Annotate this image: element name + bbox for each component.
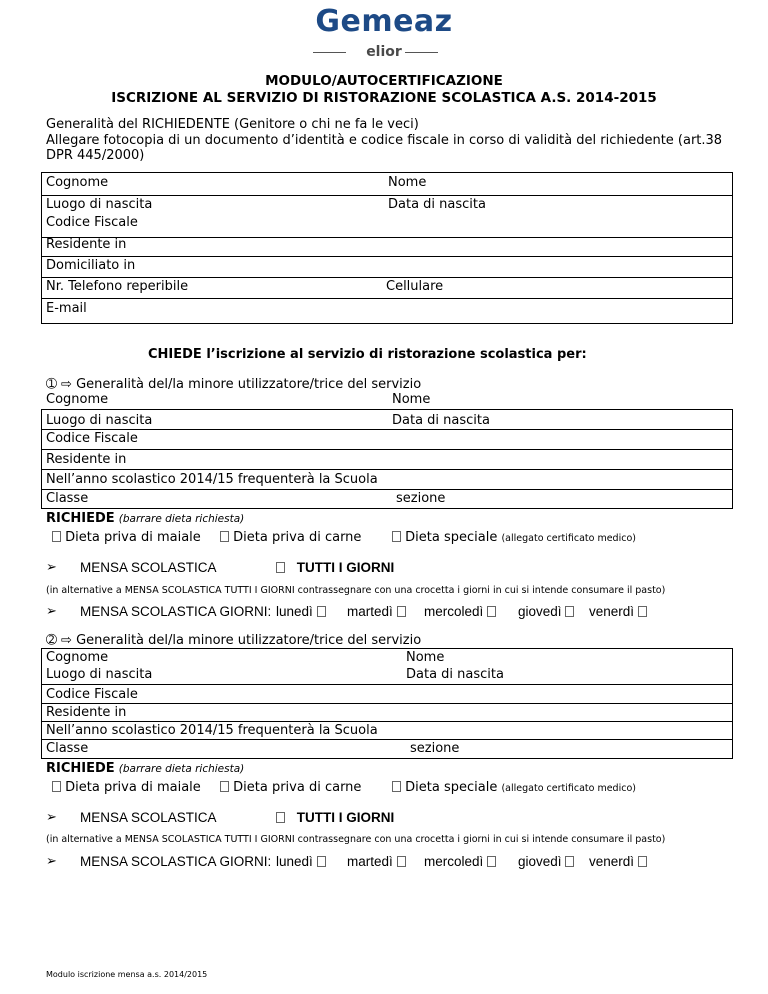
- mensa1-tutti-option[interactable]: [276, 560, 394, 575]
- minor1-header: [46, 377, 421, 392]
- minor2-row-divider: [41, 684, 733, 685]
- minor2-header: [46, 633, 421, 648]
- applicant-cf-label: Codice Fiscale: [46, 215, 138, 230]
- mensa2-note: (in alternative a MENSA SCOLASTICA TUTTI I GIORNI contrassegnare con una crocetta i giorni in cui si intende consumare il pasto): [46, 834, 666, 845]
- applicant-nome-label: Nome: [388, 175, 427, 190]
- checkbox-icon[interactable]: [565, 856, 574, 867]
- minor2-row-divider: [41, 739, 733, 740]
- title-line2: ISCRIZIONE AL SERVIZIO DI RISTORAZIONE SCOLASTICA A.S. 2014-2015: [111, 90, 657, 106]
- diet2-richiede: [46, 761, 244, 776]
- minor2-data-label: Data di nascita: [406, 667, 504, 682]
- day-label: giovedì: [518, 854, 562, 869]
- diet1-richiede: [46, 511, 244, 526]
- day-label: mercoledì: [424, 854, 484, 869]
- mensa-tutti-label: TUTTI I GIORNI: [296, 810, 395, 825]
- minor1-data-label: Data di nascita: [392, 413, 490, 428]
- minor2-header-text: Generalità del/la minore utilizzatore/trice del servizio: [76, 633, 422, 648]
- checkbox-icon[interactable]: [52, 531, 61, 542]
- mensa1-day-giovedi[interactable]: [518, 604, 574, 619]
- mensa2-day-lunedi[interactable]: [276, 854, 326, 869]
- diet1-speciale-option[interactable]: [392, 530, 636, 545]
- bullet-arrow-icon: ➢: [46, 810, 57, 825]
- day-label: lunedì: [276, 604, 313, 619]
- minor1-luogo-label: Luogo di nascita: [46, 413, 153, 428]
- day-label: giovedì: [518, 604, 562, 619]
- mensa1-day-martedi[interactable]: [347, 604, 406, 619]
- diet-speciale-note: (allegato certificato medico): [501, 533, 636, 544]
- mensa2-day-martedi[interactable]: [347, 854, 406, 869]
- day-label: mercoledì: [424, 604, 484, 619]
- day-label: martedì: [347, 854, 393, 869]
- diet-carne-label: Dieta priva di carne: [233, 530, 362, 545]
- mensa1-note: (in alternative a MENSA SCOLASTICA TUTTI I GIORNI contrassegnare con una crocetta i giorni in cui si intende consumare il pasto): [46, 585, 666, 596]
- day-label: venerdì: [589, 854, 635, 869]
- richiede-hint: (barrare dieta richiesta): [118, 513, 245, 525]
- minor2-number: ➁: [46, 633, 57, 648]
- mensa2-giorni-label: MENSA SCOLASTICA GIORNI:: [80, 854, 272, 869]
- minor2-nome-label: Nome: [406, 650, 445, 665]
- mensa1-day-mercoledi[interactable]: [424, 604, 496, 619]
- checkbox-icon[interactable]: [276, 812, 285, 823]
- minor2-scuola-label: Nell’anno scolastico 2014/15 frequenterà la Scuola: [46, 723, 378, 738]
- checkbox-icon[interactable]: [52, 781, 61, 792]
- diet-maiale-label: Dieta priva di maiale: [65, 780, 201, 795]
- brand-sub: elior: [366, 44, 402, 60]
- intro-line2: Allegare fotocopia di un documento d’identità e codice fiscale in corso di validità del richiedente (art.38: [46, 133, 723, 148]
- arrow-icon: ⇨: [61, 633, 72, 648]
- minor1-cf-label: Codice Fiscale: [46, 431, 138, 446]
- diet-carne-label: Dieta priva di carne: [233, 780, 362, 795]
- applicant-row-divider: [41, 237, 733, 238]
- applicant-residente-label: Residente in: [46, 237, 127, 252]
- applicant-row-divider: [41, 195, 733, 196]
- intro-line1: Generalità del RICHIEDENTE (Genitore o chi ne fa le veci): [46, 117, 419, 132]
- checkbox-icon[interactable]: [487, 606, 496, 617]
- arrow-icon: ⇨: [61, 377, 72, 392]
- mensa-tutti-label: TUTTI I GIORNI: [296, 560, 395, 575]
- applicant-data-label: Data di nascita: [388, 197, 486, 212]
- checkbox-icon[interactable]: [487, 856, 496, 867]
- minor1-sezione-label: sezione: [396, 491, 446, 506]
- applicant-telefono-label: Nr. Telefono reperibile: [46, 279, 189, 294]
- checkbox-icon[interactable]: [220, 531, 229, 542]
- checkbox-icon[interactable]: [638, 856, 647, 867]
- applicant-row-divider: [41, 256, 733, 257]
- day-label: martedì: [347, 604, 393, 619]
- minor2-row-divider: [41, 721, 733, 722]
- minor1-header-text: Generalità del/la minore utilizzatore/trice del servizio: [76, 377, 422, 392]
- checkbox-icon[interactable]: [397, 606, 406, 617]
- minor1-number: ➀: [46, 377, 57, 392]
- checkbox-icon[interactable]: [317, 606, 326, 617]
- diet2-speciale-option[interactable]: [392, 780, 636, 795]
- checkbox-icon[interactable]: [565, 606, 574, 617]
- richiede-hint: (barrare dieta richiesta): [118, 763, 245, 775]
- brand-logo: Gemeaz: [315, 4, 453, 39]
- richiede-label: RICHIEDE: [46, 761, 115, 776]
- minor1-cognome-label: Cognome: [46, 392, 109, 407]
- checkbox-icon[interactable]: [397, 856, 406, 867]
- bullet-arrow-icon: ➢: [46, 854, 57, 869]
- diet2-carne-option[interactable]: [220, 780, 361, 795]
- minor2-luogo-label: Luogo di nascita: [46, 667, 153, 682]
- minor1-residente-label: Residente in: [46, 452, 127, 467]
- mensa1-day-lunedi[interactable]: [276, 604, 326, 619]
- checkbox-icon[interactable]: [392, 531, 401, 542]
- minor2-row-divider: [41, 703, 733, 704]
- applicant-email-label: E-mail: [46, 301, 87, 316]
- minor2-residente-label: Residente in: [46, 705, 127, 720]
- richiede-label: RICHIEDE: [46, 511, 115, 526]
- minor1-row-divider: [41, 469, 733, 470]
- intro-line3: DPR 445/2000): [46, 148, 145, 163]
- applicant-cellulare-label: Cellulare: [386, 279, 444, 294]
- mensa1-day-venerdi[interactable]: [589, 604, 647, 619]
- mensa2-day-giovedi[interactable]: [518, 854, 574, 869]
- applicant-domiciliato-label: Domiciliato in: [46, 258, 136, 273]
- mensa2-day-mercoledi[interactable]: [424, 854, 496, 869]
- applicant-row-divider: [41, 298, 733, 299]
- mensa2-day-venerdi[interactable]: [589, 854, 647, 869]
- page-footer: Modulo iscrizione mensa a.s. 2014/2015: [46, 970, 208, 979]
- applicant-row-divider: [41, 277, 733, 278]
- diet2-maiale-option[interactable]: [52, 780, 201, 795]
- checkbox-icon[interactable]: [638, 606, 647, 617]
- minor1-row-divider: [41, 429, 733, 430]
- day-label: lunedì: [276, 854, 313, 869]
- minor2-sezione-label: sezione: [410, 741, 460, 756]
- bullet-arrow-icon: ➢: [46, 560, 57, 575]
- diet1-maiale-option[interactable]: [52, 530, 201, 545]
- chiede-heading: CHIEDE l’iscrizione al servizio di ristorazione scolastica per:: [148, 347, 587, 362]
- diet-speciale-note: (allegato certificato medico): [501, 783, 636, 794]
- diet-speciale-label: Dieta speciale: [405, 530, 498, 545]
- mensa2-tutti-option[interactable]: [276, 810, 394, 825]
- checkbox-icon[interactable]: [276, 562, 285, 573]
- minor2-cognome-label: Cognome: [46, 650, 109, 665]
- applicant-luogo-label: Luogo di nascita: [46, 197, 153, 212]
- applicant-cognome-label: Cognome: [46, 175, 109, 190]
- minor1-scuola-label: Nell’anno scolastico 2014/15 frequenterà la Scuola: [46, 472, 378, 487]
- minor1-classe-label: Classe: [46, 491, 89, 506]
- diet-speciale-label: Dieta speciale: [405, 780, 498, 795]
- minor2-cf-label: Codice Fiscale: [46, 687, 138, 702]
- logo-line-right: [405, 52, 438, 53]
- checkbox-icon[interactable]: [317, 856, 326, 867]
- minor1-row-divider: [41, 489, 733, 490]
- title-line1: MODULO/AUTOCERTIFICAZIONE: [265, 73, 503, 89]
- mensa2-label: MENSA SCOLASTICA: [80, 810, 217, 825]
- mensa1-giorni-label: MENSA SCOLASTICA GIORNI:: [80, 604, 272, 619]
- mensa1-label: MENSA SCOLASTICA: [80, 560, 217, 575]
- day-label: venerdì: [589, 604, 635, 619]
- diet-maiale-label: Dieta priva di maiale: [65, 530, 201, 545]
- checkbox-icon[interactable]: [392, 781, 401, 792]
- bullet-arrow-icon: ➢: [46, 604, 57, 619]
- checkbox-icon[interactable]: [220, 781, 229, 792]
- minor1-row-divider: [41, 449, 733, 450]
- minor2-classe-label: Classe: [46, 741, 89, 756]
- diet1-carne-option[interactable]: [220, 530, 361, 545]
- minor1-nome-label: Nome: [392, 392, 431, 407]
